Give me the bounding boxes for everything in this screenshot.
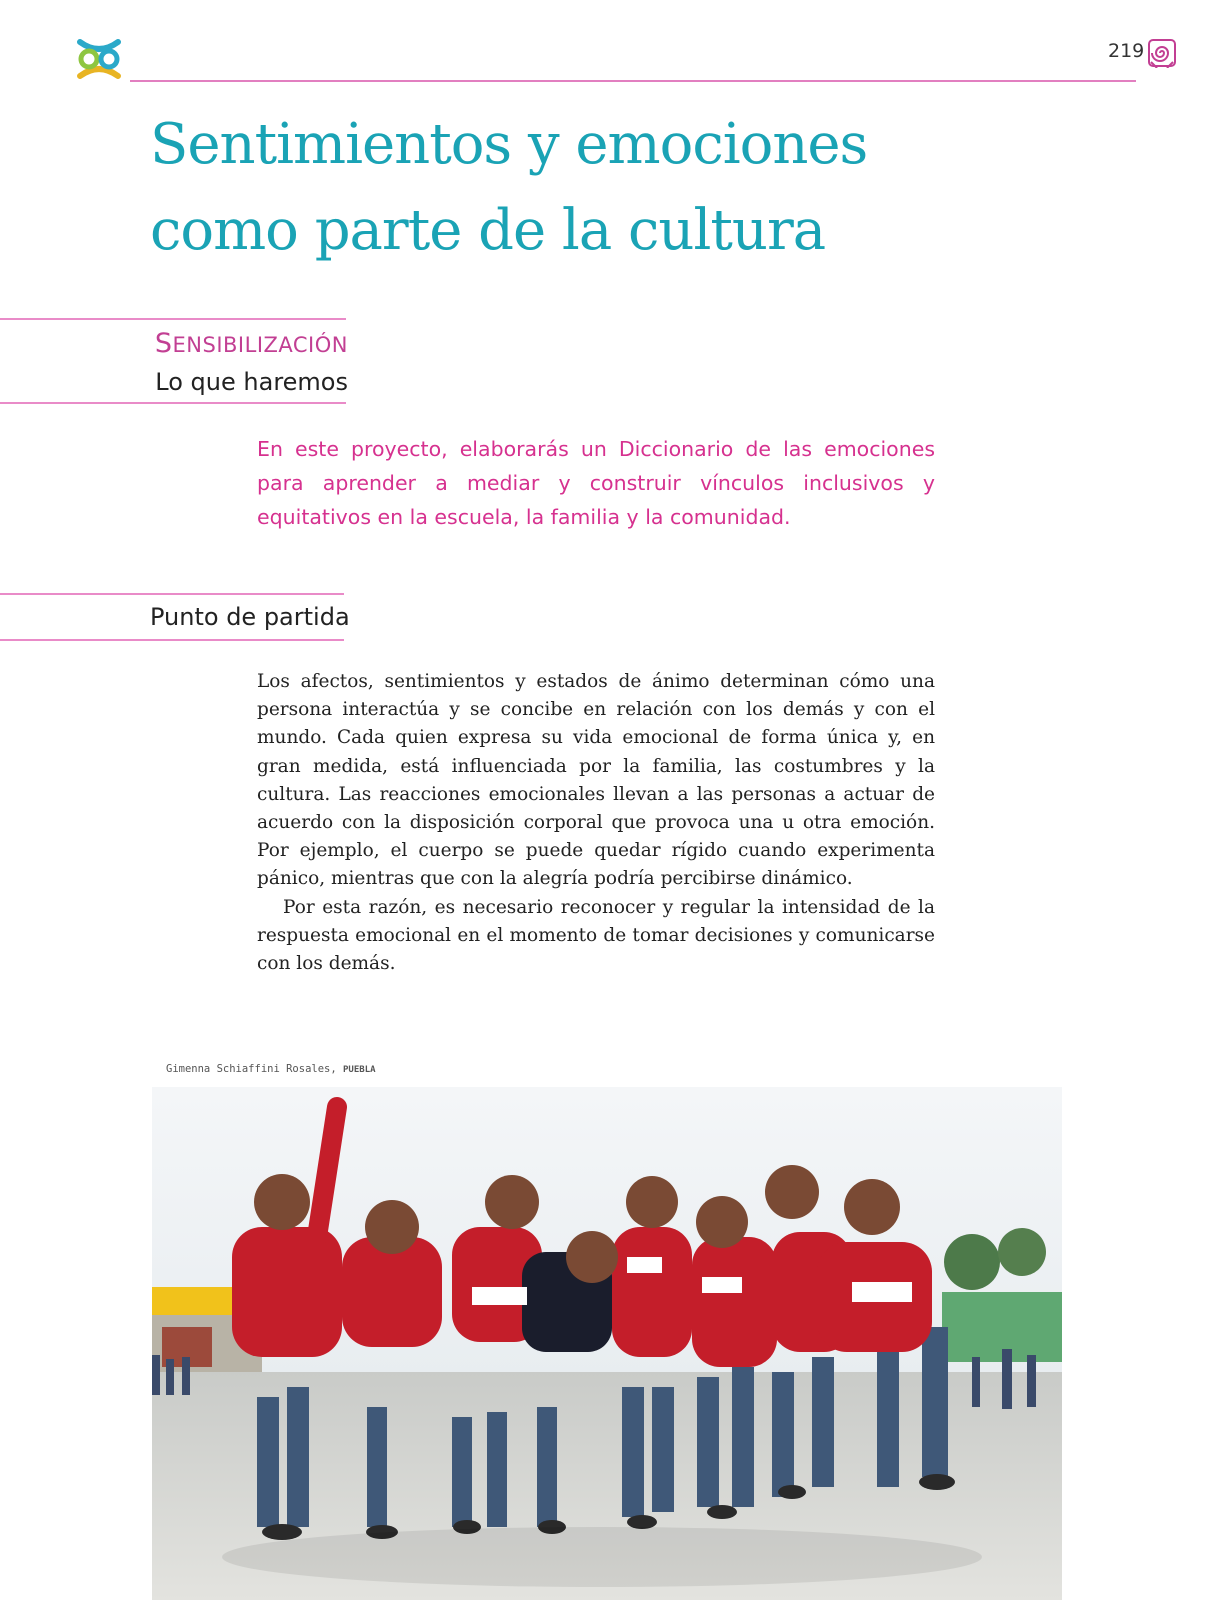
photo-credit-place: PUEBLA	[343, 1065, 376, 1075]
section-label-initial: S	[154, 328, 173, 359]
spiral-ornament-icon	[1148, 38, 1176, 68]
page-number: 219	[1108, 40, 1145, 62]
body-text	[257, 668, 935, 978]
page-title	[150, 102, 867, 274]
photo-credit-name: Gimenna Schiaffini Rosales,	[166, 1063, 337, 1075]
header-rule	[130, 80, 1136, 82]
section-label-rest: ENSIBILIZACIÓN	[172, 333, 348, 357]
section-rule-top	[0, 318, 346, 320]
group-photo	[152, 1087, 1062, 1600]
body-paragraph-1: Los afectos, sentimientos y estados de ánimo determinan cómo una persona interactúa y se concibe en relación con los demás y con el mundo. Cada quien expresa su vida emocional de forma única y, en gran medida, está influenciada por la familia, las costumbres y la cultura. Las reacciones emocionales llevan a las personas a actuar de acuerdo con la disposición corporal que provoca una u otra emoción. Por ejemplo, el cuerpo se puede quedar rígido cuando experimenta pánico, mientras que con la alegría podría percibirse dinámico.	[257, 671, 935, 890]
subhead-rule-bottom	[0, 639, 344, 641]
interlocking-rings-logo-icon	[74, 34, 124, 84]
title-line-1: Sentimientos y emociones	[150, 112, 868, 177]
section-subtitle: Lo que haremos	[155, 368, 348, 396]
body-paragraph-2: Por esta razón, es necesario reconocer y regular la intensidad de la respuesta emocional en el momento de tomar decisiones y comunicarse con los demás.	[257, 896, 935, 975]
intro-paragraph: En este proyecto, elaborarás un Diccionario de las emociones para aprender a mediar y construir vínculos inclusivos y equitativos en la escuela, la familia y la comunidad.	[257, 437, 935, 529]
section-label	[150, 328, 348, 359]
punto-de-partida-heading: Punto de partida	[150, 603, 350, 631]
subhead-rule-top	[0, 593, 344, 595]
photo-credit	[166, 1063, 376, 1075]
title-line-2: como parte de la cultura	[150, 198, 826, 263]
section-rule-bottom	[0, 402, 346, 404]
